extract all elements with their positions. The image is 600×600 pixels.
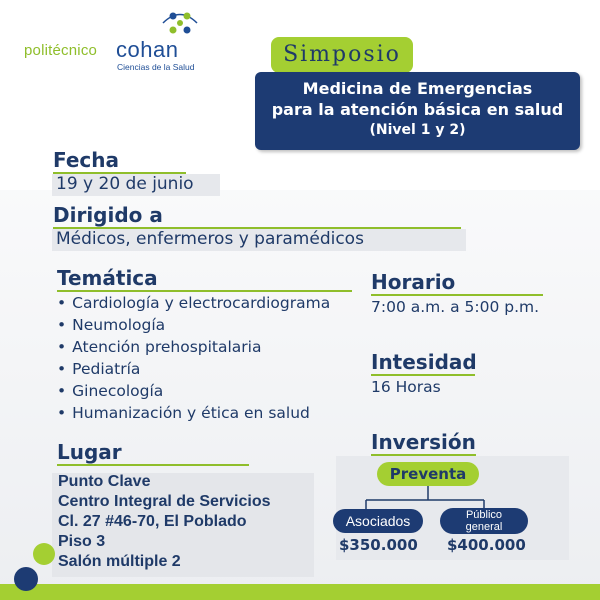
- list-item: • Atención prehospitalaria: [57, 336, 330, 358]
- intensidad-underline: [371, 374, 475, 376]
- tematica-heading: Temática: [57, 266, 158, 290]
- event-title-line2: para la atención básica en salud: [271, 100, 564, 119]
- publico-label-line2: general: [465, 521, 503, 533]
- inversion-heading: Inversión: [371, 430, 476, 454]
- lugar-underline: [57, 464, 249, 466]
- horario-value: 7:00 a.m. a 5:00 p.m.: [371, 298, 540, 316]
- tematica-list: [57, 292, 330, 424]
- horario-heading: Horario: [371, 270, 456, 294]
- list-item: • Humanización y ética en salud: [57, 402, 330, 424]
- publico-label-line1: Público: [465, 509, 503, 521]
- asociados-price: $350.000: [339, 536, 418, 554]
- lugar-line: Punto Clave: [58, 473, 151, 490]
- fecha-value: 19 y 20 de junio: [56, 174, 194, 194]
- bottom-bar: [0, 584, 600, 600]
- lugar-line: Centro Integral de Servicios: [58, 493, 271, 510]
- asociados-pill: Asociados: [333, 509, 423, 533]
- publico-pill: [440, 508, 528, 534]
- lugar-line: Cl. 27 #46-70, El Poblado: [58, 513, 247, 530]
- list-item: • Neumología: [57, 314, 330, 336]
- intensidad-heading: Intesidad: [371, 350, 477, 374]
- brand-prefix: politécnico: [24, 42, 98, 59]
- event-type-label: Simposio: [283, 42, 401, 67]
- dirigido-value: Médicos, enfermeros y paramédicos: [56, 229, 364, 249]
- logo-star-icon: [159, 6, 201, 40]
- brand-logo: [16, 6, 226, 76]
- lugar-heading: Lugar: [57, 440, 122, 464]
- event-title-box: [255, 72, 580, 150]
- horario-underline: [371, 294, 543, 296]
- intensidad-value: 16 Horas: [371, 378, 441, 396]
- lugar-line: Salón múltiple 2: [58, 553, 181, 570]
- event-title-line1: Medicina de Emergencias: [302, 79, 533, 98]
- list-item: • Pediatría: [57, 358, 330, 380]
- list-item: • Cardiología y electrocardiograma: [57, 292, 330, 314]
- brand-tagline: Ciencias de la Salud: [117, 62, 195, 72]
- preventa-badge: Preventa: [377, 462, 479, 486]
- brand-name: cohan: [116, 37, 179, 62]
- lugar-line: Piso 3: [58, 533, 106, 550]
- event-level: (Nivel 1 y 2): [369, 122, 466, 138]
- decor-circle-green: [33, 543, 55, 565]
- decor-circle-navy: [14, 567, 38, 591]
- dirigido-heading: Dirigido a: [53, 203, 163, 227]
- list-item: • Ginecología: [57, 380, 330, 402]
- fecha-heading: Fecha: [53, 148, 120, 172]
- publico-price: $400.000: [447, 536, 526, 554]
